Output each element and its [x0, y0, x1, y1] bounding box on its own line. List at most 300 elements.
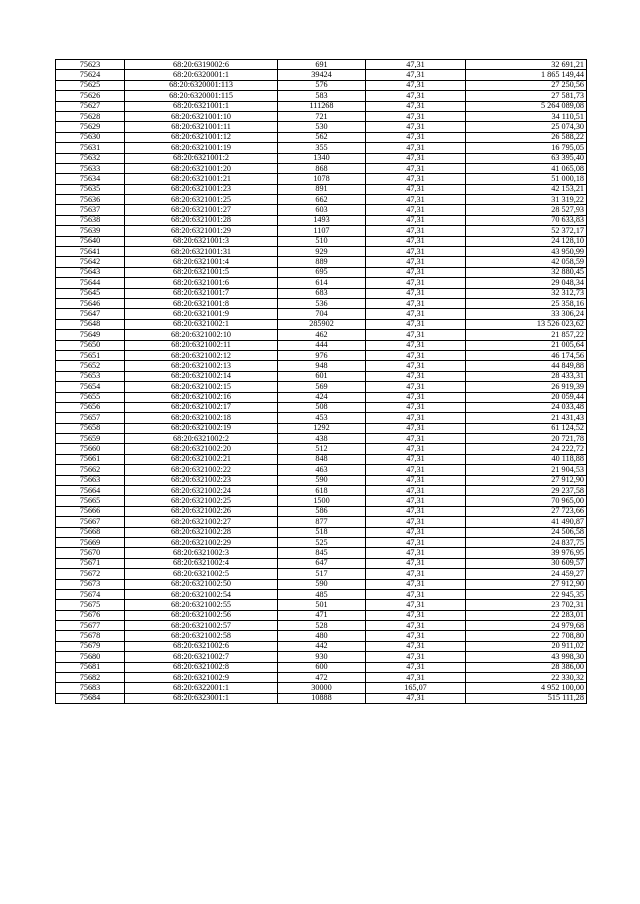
row-number-cell: 75649	[56, 330, 125, 340]
area-cell: 442	[278, 641, 366, 651]
rate-cell: 47,31	[366, 537, 466, 547]
cadastral-number-cell: 68:20:6321002:2	[125, 434, 278, 444]
row-number-cell: 75627	[56, 101, 125, 111]
cadastral-number-cell: 68:20:6321002:29	[125, 537, 278, 547]
value-cell: 4 952 100,00	[466, 683, 587, 693]
cadastral-number-cell: 68:20:6321002:3	[125, 548, 278, 558]
cadastral-number-cell: 68:20:6321002:57	[125, 621, 278, 631]
row-number-cell: 75663	[56, 475, 125, 485]
rate-cell: 47,31	[366, 278, 466, 288]
area-cell: 444	[278, 340, 366, 350]
cadastral-value-table	[55, 59, 587, 704]
rate-cell: 47,31	[366, 91, 466, 101]
row-number-cell: 75630	[56, 132, 125, 142]
area-cell: 618	[278, 486, 366, 496]
row-number-cell: 75638	[56, 215, 125, 225]
cadastral-number-cell: 68:20:6321002:6	[125, 641, 278, 651]
cadastral-number-cell: 68:20:6320001:113	[125, 80, 278, 90]
cadastral-number-cell: 68:20:6321001:5	[125, 267, 278, 277]
row-number-cell: 75657	[56, 413, 125, 423]
value-cell: 43 950,99	[466, 247, 587, 257]
row-number-cell: 75624	[56, 70, 125, 80]
area-cell: 614	[278, 278, 366, 288]
value-cell: 27 581,73	[466, 91, 587, 101]
value-cell: 27 250,56	[466, 80, 587, 90]
value-cell: 22 330,32	[466, 673, 587, 683]
area-cell: 1500	[278, 496, 366, 506]
rate-cell: 47,31	[366, 517, 466, 527]
area-cell: 463	[278, 465, 366, 475]
value-cell: 29 237,58	[466, 486, 587, 496]
table-row	[56, 631, 587, 641]
rate-cell: 47,31	[366, 662, 466, 672]
table-row	[56, 382, 587, 392]
rate-cell: 47,31	[366, 153, 466, 163]
cadastral-number-cell: 68:20:6321001:29	[125, 226, 278, 236]
rate-cell: 47,31	[366, 610, 466, 620]
area-cell: 845	[278, 548, 366, 558]
cadastral-number-cell: 68:20:6320001:115	[125, 91, 278, 101]
value-cell: 21 904,53	[466, 465, 587, 475]
value-cell: 28 433,31	[466, 371, 587, 381]
cadastral-number-cell: 68:20:6321002:4	[125, 558, 278, 568]
area-cell: 590	[278, 475, 366, 485]
rate-cell: 47,31	[366, 298, 466, 308]
cadastral-number-cell: 68:20:6321001:1	[125, 101, 278, 111]
value-cell: 20 721,78	[466, 434, 587, 444]
value-cell: 26 588,22	[466, 132, 587, 142]
cadastral-number-cell: 68:20:6321002:54	[125, 589, 278, 599]
cadastral-number-cell: 68:20:6321001:8	[125, 298, 278, 308]
value-cell: 23 702,31	[466, 600, 587, 610]
area-cell: 1340	[278, 153, 366, 163]
area-cell: 1493	[278, 215, 366, 225]
table-row	[56, 91, 587, 101]
table-row	[56, 340, 587, 350]
rate-cell: 47,31	[366, 621, 466, 631]
row-number-cell: 75646	[56, 298, 125, 308]
row-number-cell: 75673	[56, 579, 125, 589]
area-cell: 583	[278, 91, 366, 101]
value-cell: 28 386,00	[466, 662, 587, 672]
table-row	[56, 122, 587, 132]
table-row	[56, 600, 587, 610]
row-number-cell: 75652	[56, 361, 125, 371]
cadastral-number-cell: 68:20:6321002:9	[125, 673, 278, 683]
value-cell: 1 865 149,44	[466, 70, 587, 80]
value-cell: 26 919,39	[466, 382, 587, 392]
area-cell: 424	[278, 392, 366, 402]
row-number-cell: 75681	[56, 662, 125, 672]
row-number-cell: 75659	[56, 434, 125, 444]
rate-cell: 47,31	[366, 340, 466, 350]
cadastral-number-cell: 68:20:6321002:17	[125, 402, 278, 412]
area-cell: 1292	[278, 423, 366, 433]
area-cell: 111268	[278, 101, 366, 111]
table-row	[56, 184, 587, 194]
table-row	[56, 652, 587, 662]
value-cell: 28 527,93	[466, 205, 587, 215]
row-number-cell: 75656	[56, 402, 125, 412]
table-row	[56, 60, 587, 70]
row-number-cell: 75634	[56, 174, 125, 184]
area-cell: 929	[278, 247, 366, 257]
value-cell: 22 708,80	[466, 631, 587, 641]
table-row	[56, 610, 587, 620]
row-number-cell: 75668	[56, 527, 125, 537]
value-cell: 29 048,34	[466, 278, 587, 288]
table-row	[56, 205, 587, 215]
cadastral-number-cell: 68:20:6319002:6	[125, 60, 278, 70]
table-row	[56, 569, 587, 579]
cadastral-number-cell: 68:20:6321002:58	[125, 631, 278, 641]
area-cell: 518	[278, 527, 366, 537]
value-cell: 70 965,00	[466, 496, 587, 506]
value-cell: 44 849,88	[466, 361, 587, 371]
value-cell: 46 174,56	[466, 350, 587, 360]
area-cell: 662	[278, 195, 366, 205]
rate-cell: 47,31	[366, 475, 466, 485]
row-number-cell: 75670	[56, 548, 125, 558]
table-row	[56, 226, 587, 236]
cadastral-number-cell: 68:20:6321002:20	[125, 444, 278, 454]
value-cell: 22 283,01	[466, 610, 587, 620]
area-cell: 889	[278, 257, 366, 267]
cadastral-number-cell: 68:20:6321001:19	[125, 143, 278, 153]
area-cell: 10888	[278, 693, 366, 703]
value-cell: 515 111,28	[466, 693, 587, 703]
area-cell: 528	[278, 621, 366, 631]
rate-cell: 47,31	[366, 465, 466, 475]
area-cell: 472	[278, 673, 366, 683]
row-number-cell: 75667	[56, 517, 125, 527]
rate-cell: 47,31	[366, 174, 466, 184]
area-cell: 30000	[278, 683, 366, 693]
area-cell: 868	[278, 163, 366, 173]
area-cell: 39424	[278, 70, 366, 80]
table-row	[56, 195, 587, 205]
value-cell: 33 306,24	[466, 309, 587, 319]
value-cell: 70 633,83	[466, 215, 587, 225]
value-cell: 52 372,17	[466, 226, 587, 236]
value-cell: 25 074,30	[466, 122, 587, 132]
table-row	[56, 153, 587, 163]
area-cell: 453	[278, 413, 366, 423]
area-cell: 525	[278, 537, 366, 547]
cadastral-number-cell: 68:20:6321002:1	[125, 319, 278, 329]
cadastral-number-cell: 68:20:6321002:12	[125, 350, 278, 360]
table-row	[56, 70, 587, 80]
value-cell: 24 979,68	[466, 621, 587, 631]
area-cell: 590	[278, 579, 366, 589]
rate-cell: 47,31	[366, 693, 466, 703]
row-number-cell: 75653	[56, 371, 125, 381]
cadastral-number-cell: 68:20:6321002:50	[125, 579, 278, 589]
value-cell: 42 153,21	[466, 184, 587, 194]
table-row	[56, 413, 587, 423]
table-row	[56, 361, 587, 371]
table-row	[56, 548, 587, 558]
value-cell: 27 912,90	[466, 579, 587, 589]
rate-cell: 47,31	[366, 319, 466, 329]
table-row	[56, 683, 587, 693]
area-cell: 683	[278, 288, 366, 298]
row-number-cell: 75671	[56, 558, 125, 568]
cadastral-number-cell: 68:20:6321001:2	[125, 153, 278, 163]
row-number-cell: 75662	[56, 465, 125, 475]
value-cell: 24 506,58	[466, 527, 587, 537]
value-cell: 30 609,57	[466, 558, 587, 568]
area-cell: 647	[278, 558, 366, 568]
area-cell: 508	[278, 402, 366, 412]
area-cell: 501	[278, 600, 366, 610]
rate-cell: 47,31	[366, 402, 466, 412]
row-number-cell: 75665	[56, 496, 125, 506]
cadastral-number-cell: 68:20:6321001:23	[125, 184, 278, 194]
row-number-cell: 75636	[56, 195, 125, 205]
table-row	[56, 537, 587, 547]
cadastral-number-cell: 68:20:6321002:26	[125, 506, 278, 516]
value-cell: 21 857,22	[466, 330, 587, 340]
table-body	[56, 60, 587, 704]
table-row	[56, 174, 587, 184]
value-cell: 22 945,35	[466, 589, 587, 599]
cadastral-number-cell: 68:20:6321002:22	[125, 465, 278, 475]
rate-cell: 47,31	[366, 267, 466, 277]
table-row	[56, 506, 587, 516]
value-cell: 25 358,16	[466, 298, 587, 308]
cadastral-number-cell: 68:20:6321001:9	[125, 309, 278, 319]
table-row	[56, 589, 587, 599]
rate-cell: 47,31	[366, 558, 466, 568]
cadastral-number-cell: 68:20:6321001:3	[125, 236, 278, 246]
row-number-cell: 75635	[56, 184, 125, 194]
table-row	[56, 111, 587, 121]
area-cell: 471	[278, 610, 366, 620]
row-number-cell: 75629	[56, 122, 125, 132]
rate-cell: 47,31	[366, 600, 466, 610]
cadastral-number-cell: 68:20:6321001:31	[125, 247, 278, 257]
table-row	[56, 80, 587, 90]
row-number-cell: 75680	[56, 652, 125, 662]
rate-cell: 47,31	[366, 423, 466, 433]
row-number-cell: 75678	[56, 631, 125, 641]
rate-cell: 47,31	[366, 101, 466, 111]
value-cell: 24 222,72	[466, 444, 587, 454]
rate-cell: 47,31	[366, 486, 466, 496]
area-cell: 691	[278, 60, 366, 70]
value-cell: 5 264 089,08	[466, 101, 587, 111]
cadastral-number-cell: 68:20:6321002:56	[125, 610, 278, 620]
rate-cell: 47,31	[366, 122, 466, 132]
area-cell: 930	[278, 652, 366, 662]
table-row	[56, 247, 587, 257]
rate-cell: 47,31	[366, 163, 466, 173]
area-cell: 695	[278, 267, 366, 277]
rate-cell: 47,31	[366, 132, 466, 142]
value-cell: 24 033,48	[466, 402, 587, 412]
rate-cell: 47,31	[366, 454, 466, 464]
cadastral-number-cell: 68:20:6321002:23	[125, 475, 278, 485]
rate-cell: 47,31	[366, 70, 466, 80]
value-cell: 41 490,87	[466, 517, 587, 527]
rate-cell: 47,31	[366, 641, 466, 651]
table-row	[56, 621, 587, 631]
table-row	[56, 475, 587, 485]
cadastral-number-cell: 68:20:6321002:10	[125, 330, 278, 340]
rate-cell: 47,31	[366, 673, 466, 683]
value-cell: 51 000,18	[466, 174, 587, 184]
row-number-cell: 75648	[56, 319, 125, 329]
rate-cell: 47,31	[366, 184, 466, 194]
area-cell: 285902	[278, 319, 366, 329]
area-cell: 485	[278, 589, 366, 599]
row-number-cell: 75675	[56, 600, 125, 610]
rate-cell: 47,31	[366, 257, 466, 267]
row-number-cell: 75674	[56, 589, 125, 599]
row-number-cell: 75639	[56, 226, 125, 236]
cadastral-number-cell: 68:20:6321001:27	[125, 205, 278, 215]
row-number-cell: 75637	[56, 205, 125, 215]
rate-cell: 47,31	[366, 527, 466, 537]
cadastral-number-cell: 68:20:6321002:16	[125, 392, 278, 402]
area-cell: 512	[278, 444, 366, 454]
table-row	[56, 143, 587, 153]
cadastral-number-cell: 68:20:6321002:18	[125, 413, 278, 423]
value-cell: 32 312,73	[466, 288, 587, 298]
value-cell: 20 911,02	[466, 641, 587, 651]
rate-cell: 47,31	[366, 506, 466, 516]
row-number-cell: 75647	[56, 309, 125, 319]
cadastral-number-cell: 68:20:6321001:12	[125, 132, 278, 142]
table-row	[56, 496, 587, 506]
rate-cell: 47,31	[366, 392, 466, 402]
rate-cell: 47,31	[366, 382, 466, 392]
area-cell: 536	[278, 298, 366, 308]
rate-cell: 47,31	[366, 569, 466, 579]
cadastral-number-cell: 68:20:6323001:1	[125, 693, 278, 703]
rate-cell: 47,31	[366, 434, 466, 444]
row-number-cell: 75631	[56, 143, 125, 153]
cadastral-number-cell: 68:20:6321001:28	[125, 215, 278, 225]
area-cell: 576	[278, 80, 366, 90]
table-row	[56, 288, 587, 298]
rate-cell: 47,31	[366, 589, 466, 599]
table-row	[56, 465, 587, 475]
value-cell: 41 065,08	[466, 163, 587, 173]
table-row	[56, 267, 587, 277]
rate-cell: 47,31	[366, 309, 466, 319]
row-number-cell: 75672	[56, 569, 125, 579]
cadastral-number-cell: 68:20:6321001:20	[125, 163, 278, 173]
cadastral-number-cell: 68:20:6321002:24	[125, 486, 278, 496]
area-cell: 1107	[278, 226, 366, 236]
rate-cell: 47,31	[366, 371, 466, 381]
table-row	[56, 402, 587, 412]
table-row	[56, 371, 587, 381]
row-number-cell: 75676	[56, 610, 125, 620]
row-number-cell: 75683	[56, 683, 125, 693]
cadastral-number-cell: 68:20:6321001:10	[125, 111, 278, 121]
table-row	[56, 693, 587, 703]
row-number-cell: 75633	[56, 163, 125, 173]
rate-cell: 47,31	[366, 361, 466, 371]
area-cell: 438	[278, 434, 366, 444]
cadastral-number-cell: 68:20:6321002:21	[125, 454, 278, 464]
value-cell: 13 526 023,62	[466, 319, 587, 329]
cadastral-number-cell: 68:20:6321002:14	[125, 371, 278, 381]
table-row	[56, 486, 587, 496]
row-number-cell: 75682	[56, 673, 125, 683]
table-row	[56, 423, 587, 433]
cadastral-number-cell: 68:20:6321001:11	[125, 122, 278, 132]
value-cell: 20 059,44	[466, 392, 587, 402]
cadastral-number-cell: 68:20:6321001:4	[125, 257, 278, 267]
row-number-cell: 75644	[56, 278, 125, 288]
table-row	[56, 517, 587, 527]
area-cell: 721	[278, 111, 366, 121]
area-cell: 976	[278, 350, 366, 360]
rate-cell: 47,31	[366, 143, 466, 153]
value-cell: 31 319,22	[466, 195, 587, 205]
table-row	[56, 434, 587, 444]
table-row	[56, 641, 587, 651]
area-cell: 877	[278, 517, 366, 527]
rate-cell: 47,31	[366, 330, 466, 340]
table-row	[56, 673, 587, 683]
table-row	[56, 392, 587, 402]
cadastral-number-cell: 68:20:6321002:5	[125, 569, 278, 579]
row-number-cell: 75641	[56, 247, 125, 257]
value-cell: 24 128,10	[466, 236, 587, 246]
rate-cell: 47,31	[366, 288, 466, 298]
cadastral-number-cell: 68:20:6321002:7	[125, 652, 278, 662]
cadastral-number-cell: 68:20:6321002:27	[125, 517, 278, 527]
rate-cell: 47,31	[366, 350, 466, 360]
value-cell: 40 118,88	[466, 454, 587, 464]
value-cell: 27 723,66	[466, 506, 587, 516]
row-number-cell: 75679	[56, 641, 125, 651]
rate-cell: 47,31	[366, 236, 466, 246]
table-row	[56, 132, 587, 142]
row-number-cell: 75632	[56, 153, 125, 163]
row-number-cell: 75661	[56, 454, 125, 464]
rate-cell: 47,31	[366, 548, 466, 558]
area-cell: 517	[278, 569, 366, 579]
value-cell: 21 005,64	[466, 340, 587, 350]
rate-cell: 47,31	[366, 111, 466, 121]
rate-cell: 47,31	[366, 60, 466, 70]
rate-cell: 47,31	[366, 195, 466, 205]
row-number-cell: 75664	[56, 486, 125, 496]
rate-cell: 47,31	[366, 579, 466, 589]
value-cell: 63 395,40	[466, 153, 587, 163]
table-row	[56, 215, 587, 225]
rate-cell: 165,07	[366, 683, 466, 693]
rate-cell: 47,31	[366, 652, 466, 662]
table-row	[56, 454, 587, 464]
area-cell: 848	[278, 454, 366, 464]
row-number-cell: 75628	[56, 111, 125, 121]
table-row	[56, 350, 587, 360]
area-cell: 480	[278, 631, 366, 641]
cadastral-number-cell: 68:20:6321001:21	[125, 174, 278, 184]
value-cell: 24 837,75	[466, 537, 587, 547]
value-cell: 21 431,43	[466, 413, 587, 423]
cadastral-number-cell: 68:20:6321002:15	[125, 382, 278, 392]
row-number-cell: 75660	[56, 444, 125, 454]
value-cell: 24 459,27	[466, 569, 587, 579]
